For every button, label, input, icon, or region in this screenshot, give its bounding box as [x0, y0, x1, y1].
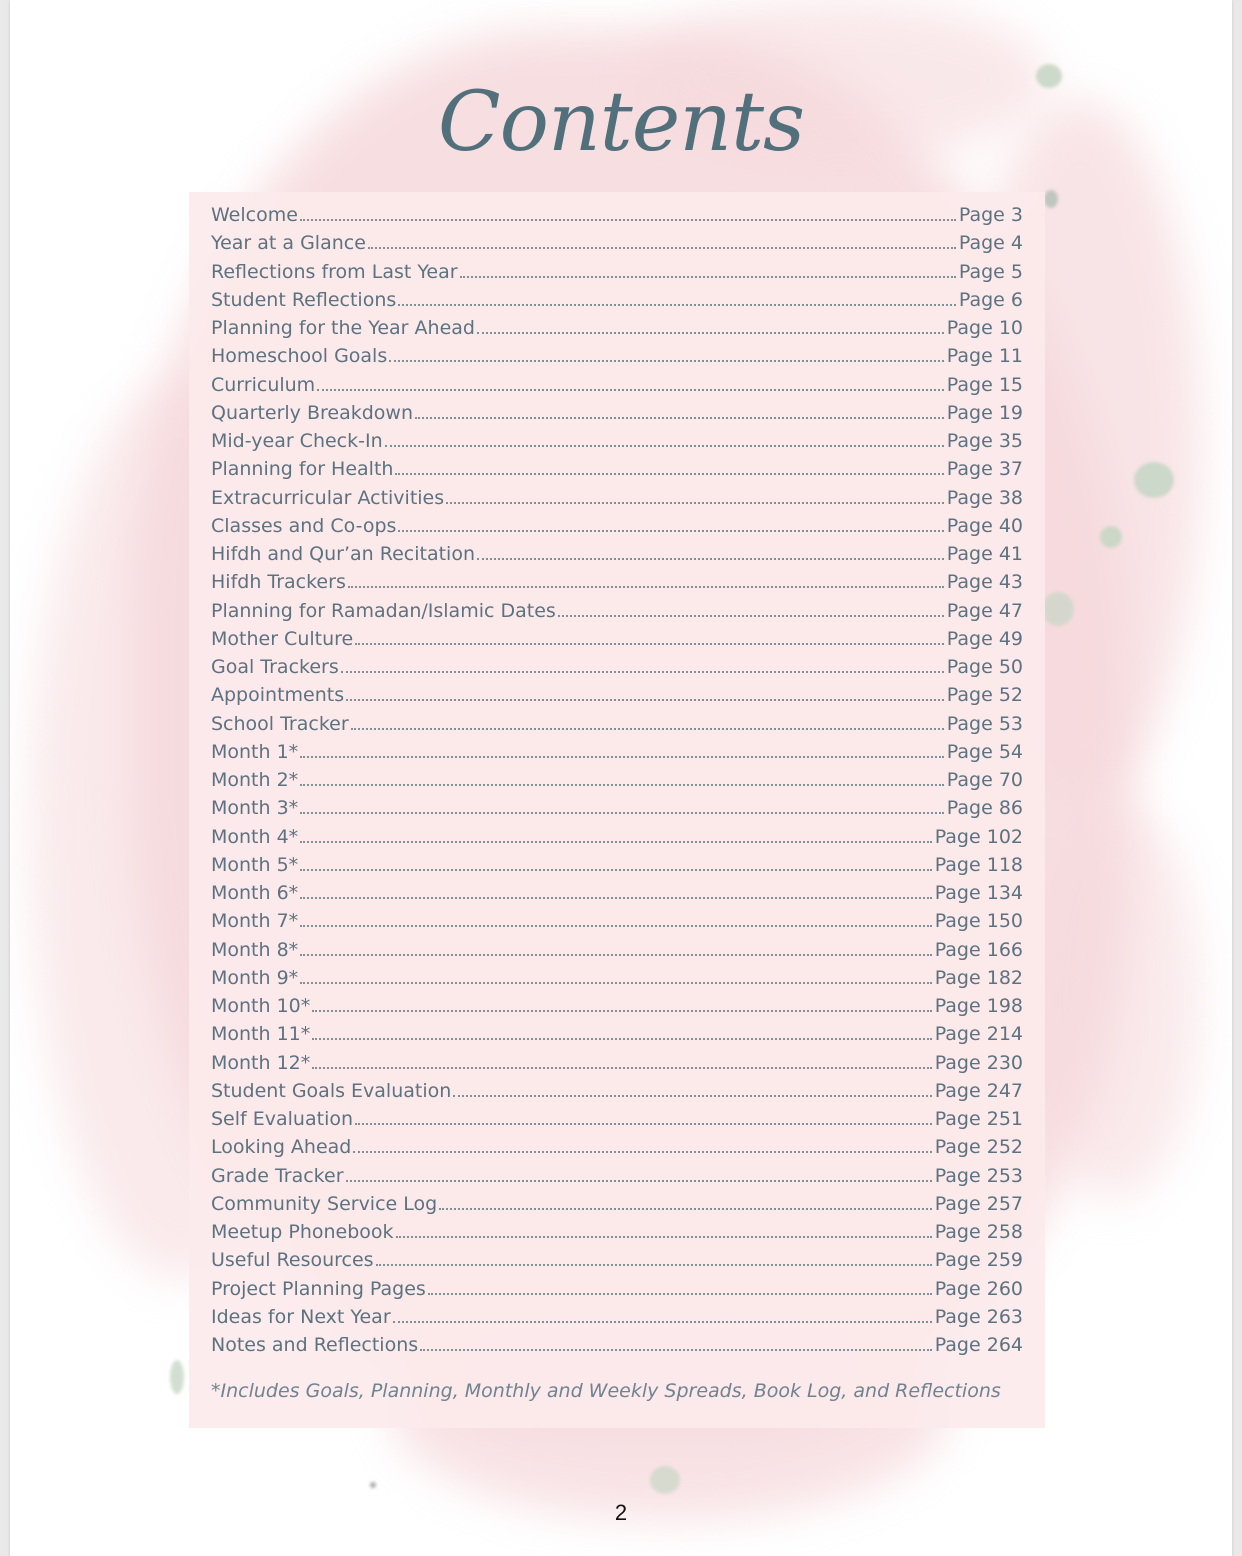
toc-entry: [211, 487, 1023, 515]
toc-entry-page: Page 252: [934, 1136, 1023, 1159]
toc-entry-label: Month 3*: [211, 797, 299, 820]
dot-leader: [453, 1095, 931, 1097]
toc-entry-page: Page 214: [934, 1023, 1023, 1046]
sage-paint-dot: [1042, 592, 1074, 626]
toc-entry-label: Month 1*: [211, 740, 299, 763]
toc-entry-page: Page 86: [946, 797, 1023, 820]
toc-entry-page: Page 247: [934, 1079, 1023, 1102]
dot-leader: [317, 389, 944, 391]
toc-entry-page: Page 3: [958, 204, 1023, 226]
toc-entry-page: Page 102: [934, 825, 1023, 848]
toc-entry-label: Mother Culture: [211, 627, 354, 650]
toc-entry-label: Hifdh Trackers: [211, 571, 346, 594]
toc-entry: [211, 204, 1023, 232]
toc-entry-page: Page 43: [946, 571, 1023, 594]
toc-entry-label: Community Service Log: [211, 1192, 438, 1215]
dot-leader: [300, 897, 932, 899]
dot-leader: [389, 360, 944, 362]
toc-entry: [211, 458, 1023, 486]
toc-entry-page: Page 182: [934, 966, 1023, 989]
toc-entry-page: Page 251: [934, 1108, 1023, 1130]
toc-entry-page: Page 49: [946, 627, 1023, 650]
sage-paint-dot: [170, 1360, 184, 1394]
toc-entry-label: Month 2*: [211, 769, 299, 791]
dot-leader: [300, 982, 932, 984]
toc-entry-page: Page 11: [946, 345, 1023, 368]
toc-entry: [211, 797, 1023, 825]
dot-leader: [312, 1010, 931, 1012]
toc-entry-page: Page 15: [946, 373, 1023, 396]
toc-entry: [211, 571, 1023, 599]
contents-panel: [189, 192, 1045, 1428]
toc-entry: [211, 1193, 1023, 1221]
toc-entry-page: Page 38: [946, 486, 1023, 509]
sage-paint-dot: [1100, 526, 1122, 548]
toc-entry: [211, 882, 1023, 910]
toc-entry-label: Meetup Phonebook: [211, 1221, 394, 1243]
dot-leader: [346, 1180, 932, 1182]
toc-entry-label: Planning for Health: [211, 458, 394, 481]
dot-leader: [477, 332, 944, 334]
toc-entry-label: Curriculum: [211, 373, 316, 396]
toc-entry-page: Page 50: [946, 656, 1023, 678]
toc-entry-label: Looking Ahead: [211, 1136, 352, 1159]
toc-entry: [211, 967, 1023, 995]
footnote: *Includes Goals, Planning, Monthly and Weekly Spreads, Book Log, and Reflections: [211, 1380, 1001, 1402]
toc-entry-page: Page 230: [934, 1051, 1023, 1074]
toc-entry-label: Student Goals Evaluation: [211, 1079, 452, 1102]
dot-leader: [341, 671, 944, 673]
toc-entry-label: Month 11*: [211, 1023, 311, 1046]
toc-entry: [211, 1334, 1023, 1362]
toc-entry: [211, 543, 1023, 571]
toc-entry-page: Page 134: [934, 882, 1023, 904]
toc-entry: [211, 854, 1023, 882]
page-number: 2: [614, 1500, 628, 1525]
toc-entry: [211, 289, 1023, 317]
toc-entry: [211, 345, 1023, 373]
dot-leader: [346, 699, 944, 701]
dot-leader: [396, 1236, 932, 1238]
toc-entry-label: Hifdh and Qur’an Recitation: [211, 543, 476, 565]
toc-entry: [211, 402, 1023, 430]
toc-entry-page: Page 118: [934, 853, 1023, 876]
toc-entry-page: Page 70: [946, 769, 1023, 791]
toc-entry-label: Mid-year Check-In: [211, 430, 383, 452]
dot-leader: [300, 219, 956, 221]
toc-entry-label: Month 6*: [211, 882, 299, 904]
document-page: [10, 0, 1232, 1556]
toc-entry-label: Self Evaluation: [211, 1108, 354, 1130]
toc-entry: [211, 1023, 1023, 1051]
toc-entry-page: Page 40: [946, 514, 1023, 537]
toc-entry-label: Reflections from Last Year: [211, 260, 458, 283]
toc-entry: [211, 910, 1023, 938]
sage-paint-dot: [1134, 462, 1174, 498]
dot-leader: [300, 841, 932, 843]
dot-leader: [420, 1349, 932, 1351]
toc-entry-page: Page 264: [934, 1334, 1023, 1356]
dot-leader: [477, 558, 944, 560]
dot-leader: [300, 925, 932, 927]
toc-entry-label: Extracurricular Activities: [211, 486, 445, 509]
toc-entry-label: Month 9*: [211, 966, 299, 989]
dot-leader: [355, 1123, 932, 1125]
toc-entry-label: Notes and Reflections: [211, 1334, 419, 1356]
toc-entry-label: Grade Tracker: [211, 1164, 344, 1187]
dot-leader: [300, 954, 932, 956]
toc-entry: [211, 628, 1023, 656]
toc-entry: [211, 232, 1023, 260]
toc-entry: [211, 1052, 1023, 1080]
toc-entry-label: Homeschool Goals: [211, 345, 388, 368]
dot-leader: [439, 1208, 931, 1210]
dot-leader: [428, 1293, 932, 1295]
toc-entry: [211, 769, 1023, 797]
toc-entry: [211, 741, 1023, 769]
toc-entry-page: Page 5: [958, 260, 1023, 283]
toc-entry-page: Page 253: [934, 1164, 1023, 1187]
toc-entry-page: Page 258: [934, 1221, 1023, 1243]
toc-entry-page: Page 198: [934, 995, 1023, 1017]
watercolor-wash: [1030, 800, 1200, 1200]
toc-entry: [211, 317, 1023, 345]
toc-entry-label: Month 10*: [211, 995, 311, 1017]
toc-entry-page: Page 259: [934, 1249, 1023, 1272]
toc-entry-label: Year at a Glance: [211, 232, 366, 255]
dot-leader: [300, 812, 944, 814]
toc-entry-label: Useful Resources: [211, 1249, 374, 1272]
toc-entry-label: Planning for the Year Ahead: [211, 317, 475, 339]
toc-entry-label: Project Planning Pages: [211, 1277, 426, 1300]
toc-entry-page: Page 6: [958, 288, 1023, 311]
sage-paint-dot: [650, 1466, 680, 1494]
dot-leader: [351, 728, 944, 730]
toc-entry-page: Page 52: [946, 684, 1023, 707]
dot-leader: [355, 643, 944, 645]
dot-leader: [460, 276, 956, 278]
toc-entry-page: Page 53: [946, 712, 1023, 735]
dot-leader: [300, 784, 944, 786]
toc-entry-page: Page 260: [934, 1277, 1023, 1300]
toc-entry-label: Planning for Ramadan/Islamic Dates: [211, 599, 556, 622]
toc-entry-label: Quarterly Breakdown: [211, 401, 413, 424]
toc-entry: [211, 826, 1023, 854]
dot-leader: [300, 869, 932, 871]
dot-leader: [376, 1264, 932, 1266]
toc-entry-label: School Tracker: [211, 712, 349, 735]
toc-entry-page: Page 257: [934, 1192, 1023, 1215]
toc-entry: [211, 1249, 1023, 1277]
toc-entry: [211, 939, 1023, 967]
toc-entry: [211, 430, 1023, 458]
toc-entry: [211, 515, 1023, 543]
toc-entry-page: Page 4: [958, 232, 1023, 255]
dot-leader: [312, 1038, 931, 1040]
toc-entry-label: Month 7*: [211, 910, 299, 933]
sage-paint-dot: [370, 1482, 376, 1488]
toc-entry: [211, 600, 1023, 628]
toc-entry: [211, 1306, 1023, 1334]
toc-entry: [211, 1278, 1023, 1306]
toc-entry-page: Page 41: [946, 543, 1023, 565]
toc-entry-page: Page 150: [934, 910, 1023, 933]
toc-entry: [211, 713, 1023, 741]
toc-entry-label: Goal Trackers: [211, 656, 339, 678]
toc-entry: [211, 995, 1023, 1023]
page-title: Contents: [437, 75, 805, 170]
dot-leader: [395, 473, 943, 475]
toc-entry-page: Page 35: [946, 430, 1023, 452]
toc-entry-label: Month 5*: [211, 853, 299, 876]
toc-entry: [211, 261, 1023, 289]
toc-entry-label: Appointments: [211, 684, 345, 707]
toc-entry: [211, 1136, 1023, 1164]
toc-entry: [211, 374, 1023, 402]
toc-entry-label: Welcome: [211, 204, 298, 226]
toc-entry: [211, 656, 1023, 684]
dot-leader: [558, 615, 944, 617]
toc-entry: [211, 1080, 1023, 1108]
table-of-contents: [211, 204, 1023, 1362]
toc-entry-page: Page 54: [946, 740, 1023, 763]
dot-leader: [398, 304, 956, 306]
dot-leader: [353, 1151, 931, 1153]
sage-paint-dot: [1044, 190, 1058, 208]
toc-entry-page: Page 10: [946, 317, 1023, 339]
toc-entry-label: Month 8*: [211, 938, 299, 961]
dot-leader: [300, 756, 944, 758]
toc-entry: [211, 684, 1023, 712]
dot-leader: [415, 417, 944, 419]
toc-entry-page: Page 37: [946, 458, 1023, 481]
toc-entry-label: Student Reflections: [211, 288, 397, 311]
toc-entry: [211, 1221, 1023, 1249]
dot-leader: [385, 445, 944, 447]
toc-entry-label: Month 12*: [211, 1051, 311, 1074]
dot-leader: [398, 530, 943, 532]
toc-entry-label: Classes and Co-ops: [211, 514, 397, 537]
toc-entry: [211, 1165, 1023, 1193]
toc-entry-label: Ideas for Next Year: [211, 1305, 391, 1328]
dot-leader: [312, 1067, 931, 1069]
toc-entry-page: Page 47: [946, 599, 1023, 622]
dot-leader: [393, 1321, 932, 1323]
toc-entry-page: Page 166: [934, 938, 1023, 961]
toc-entry-page: Page 19: [946, 401, 1023, 424]
toc-entry: [211, 1108, 1023, 1136]
dot-leader: [348, 586, 944, 588]
dot-leader: [368, 247, 956, 249]
toc-entry-label: Month 4*: [211, 825, 299, 848]
toc-entry-page: Page 263: [934, 1305, 1023, 1328]
dot-leader: [446, 502, 944, 504]
